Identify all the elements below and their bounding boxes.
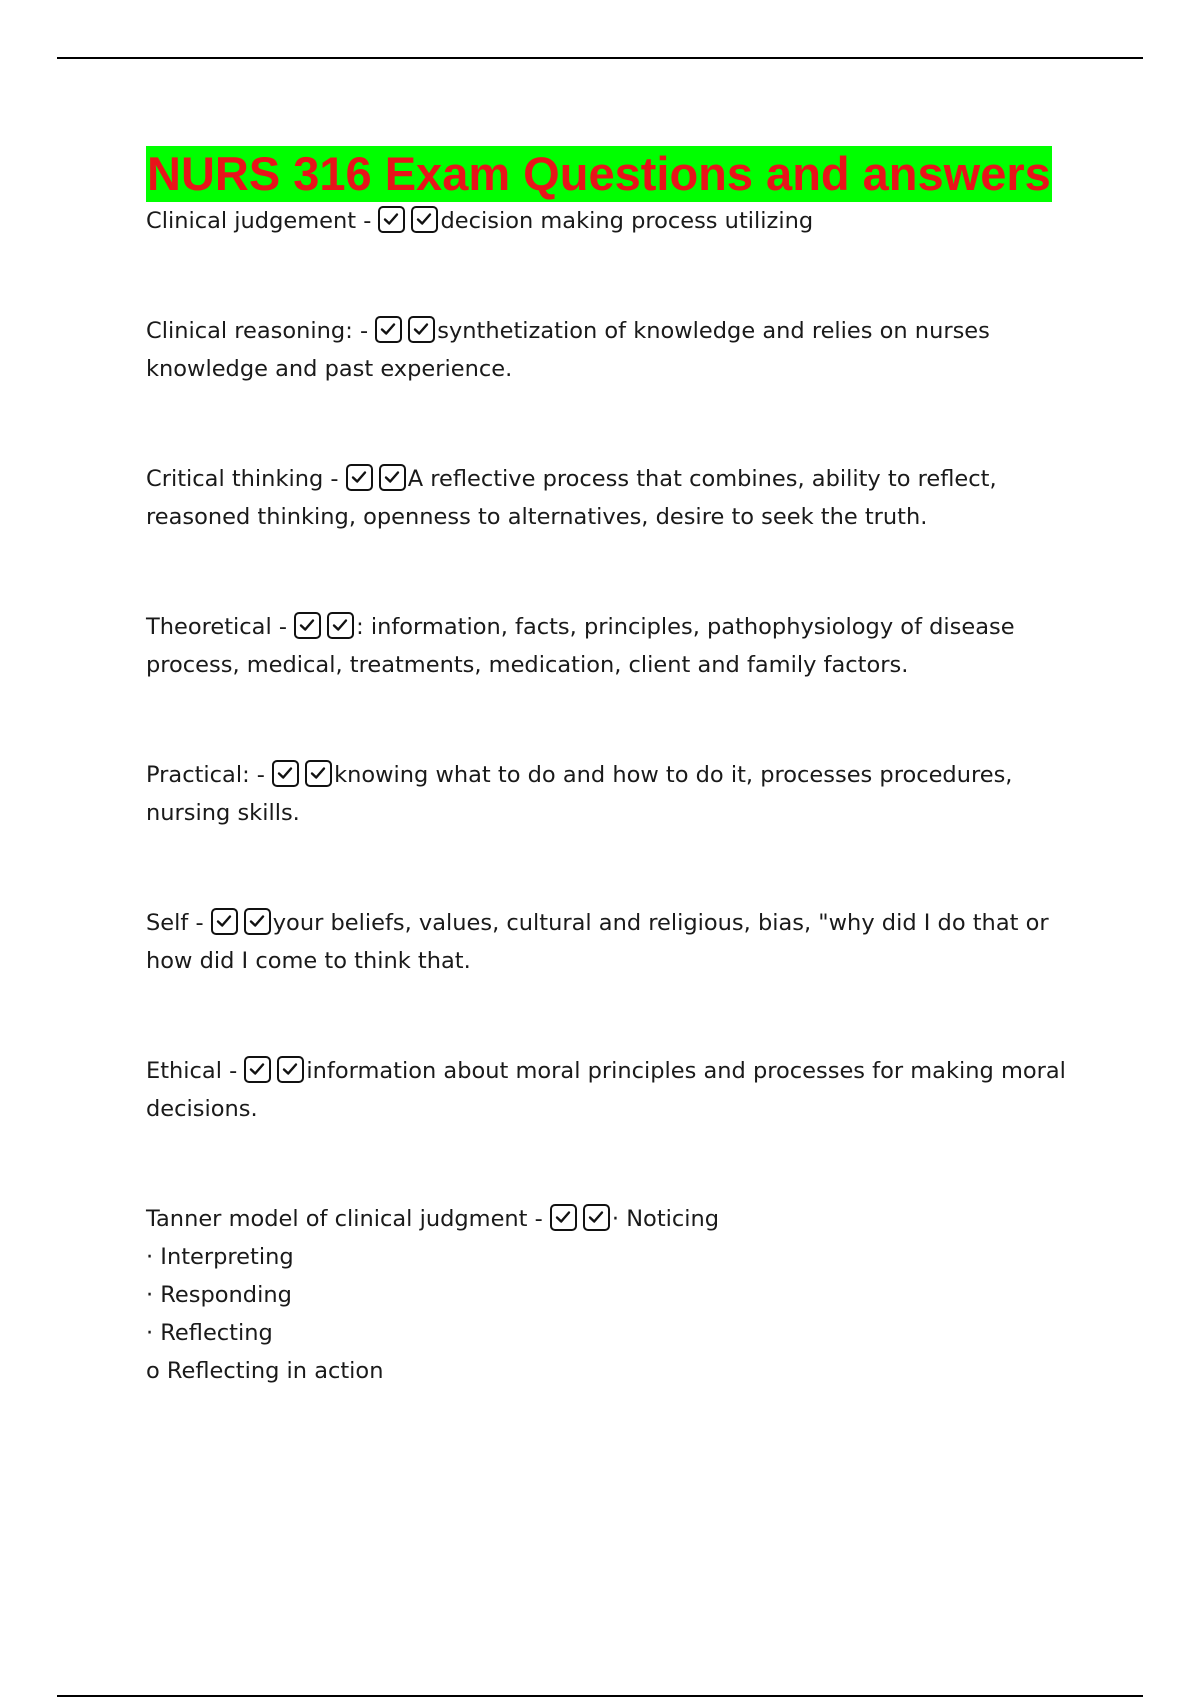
qa-entry-clinical-reasoning <box>146 312 1096 388</box>
check-box-icon <box>327 612 354 639</box>
check-box-icon <box>378 206 405 233</box>
entry-definition: A reflective process that combines, ability to reflect, reasoned thinking, openness to alternatives, desire to seek the truth. <box>146 466 997 530</box>
tanner-list-item: · Responding <box>146 1282 292 1308</box>
entry-definition: synthetization of knowledge and relies on nurses knowledge and past experience. <box>146 318 990 382</box>
check-box-icon <box>379 464 406 491</box>
qa-entry-theoretical <box>146 608 1096 684</box>
entry-term: Tanner model of clinical judgment - <box>146 1206 543 1232</box>
qa-entry-self <box>146 904 1096 980</box>
entry-term: Ethical - <box>146 1058 238 1084</box>
qa-entry-ethical <box>146 1052 1096 1128</box>
check-box-icon <box>550 1204 577 1231</box>
document-title: NURS 316 Exam Questions and answers <box>147 147 1051 200</box>
entry-term: Clinical reasoning: - <box>146 318 369 344</box>
check-box-icon <box>411 206 438 233</box>
entry-term: Clinical judgement - <box>146 208 372 234</box>
entry-definition: : information, facts, principles, pathophysiology of disease process, medical, treatments, medication, client and family factors. <box>146 614 1015 678</box>
entry-term: Theoretical - <box>146 614 287 640</box>
qa-entry-clinical-judgement <box>146 202 1096 240</box>
entry-definition: · Noticing <box>611 1206 720 1232</box>
bottom-divider <box>57 1695 1143 1697</box>
check-box-icon <box>244 908 271 935</box>
check-box-icon <box>375 316 402 343</box>
entry-definition: decision making process utilizing <box>440 208 814 234</box>
check-box-icon <box>583 1204 610 1231</box>
entry-term: Self - <box>146 910 204 936</box>
check-box-icon <box>305 760 332 787</box>
entry-term: Critical thinking - <box>146 466 339 492</box>
entry-definition: knowing what to do and how to do it, processes procedures, nursing skills. <box>146 762 1013 826</box>
qa-entry-tanner-model <box>146 1200 1096 1390</box>
check-box-icon <box>408 316 435 343</box>
check-box-icon <box>294 612 321 639</box>
check-box-icon <box>346 464 373 491</box>
entry-term: Practical: - <box>146 762 265 788</box>
document-body <box>146 146 1096 1390</box>
tanner-list-item: · Reflecting <box>146 1320 273 1346</box>
top-divider <box>57 57 1143 59</box>
qa-entry-practical <box>146 756 1096 832</box>
tanner-list-item: · Interpreting <box>146 1244 294 1270</box>
tanner-list-item: o Reflecting in action <box>146 1358 384 1384</box>
entry-definition: information about moral principles and processes for making moral decisions. <box>146 1058 1066 1122</box>
check-box-icon <box>244 1056 271 1083</box>
qa-entry-critical-thinking <box>146 460 1096 536</box>
check-box-icon <box>277 1056 304 1083</box>
entry-definition: your beliefs, values, cultural and religious, bias, "why did I do that or how did I come to think that. <box>146 910 1049 974</box>
check-box-icon <box>272 760 299 787</box>
check-box-icon <box>211 908 238 935</box>
